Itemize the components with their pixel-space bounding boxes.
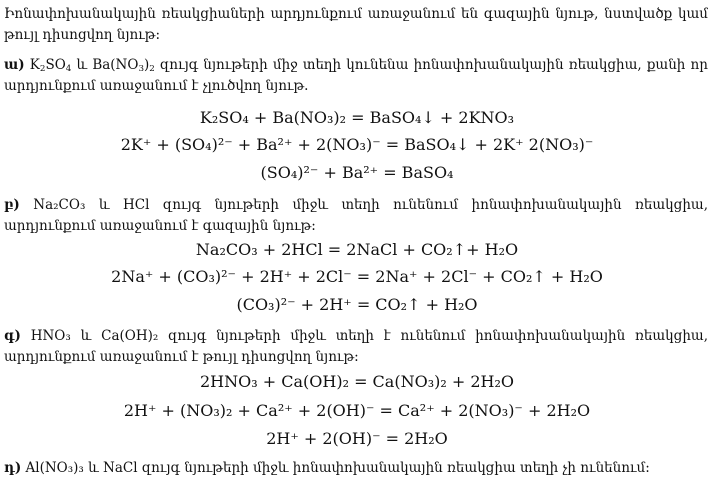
- section-c-equation-2: 2H⁺ + (NO₃)₂ + Ca²⁺ + 2(OH)⁻ = Ca²⁺ + 2(NO₃)⁻ + 2H₂O: [123, 401, 591, 420]
- section-a-equation-2: 2K⁺ + (SO₄)²⁻ + Ba²⁺ + 2(NO₃)⁻ = BaSO₄↓ + 2K⁺ 2(NO₃)⁻: [120, 135, 594, 154]
- section-a-paragraph: [4, 55, 708, 97]
- section-c-equation-3: 2H⁺ + 2(OH)⁻ = 2H₂O: [266, 429, 448, 448]
- section-b-text: Na₂CO₃ և HCl զույգ նյութերի միջև տեղի ունենում իոնափոխանակային ռեակցիա, արդյունքում առաջանում է գազային նյութ:: [4, 197, 708, 234]
- section-b-marker: բ): [4, 197, 20, 213]
- section-c-paragraph: [4, 326, 708, 368]
- section-c-marker: գ): [4, 328, 21, 344]
- section-a-equation-3: (SO₄)²⁻ + Ba²⁺ = BaSO₄: [260, 163, 454, 182]
- section-a-text: $K_2SO_4$ և $Ba(NO_3)_2$ զույգ նյութերի միջ տեղի կունենա իոնափոխանակային ռեակցիա, քանի որ արդյունքում առաջանում է չլուծվող նյութ.: [4, 57, 708, 94]
- section-d-paragraph: [4, 458, 708, 479]
- section-b-paragraph: [4, 195, 708, 237]
- intro-paragraph: Իոնափոխանակային ռեակցիաների արդյունքում առաջանում են գազային նյութ, նստվածք կամ թույլ դիսոցվող նյութ:: [4, 6, 708, 43]
- section-b-equation-2: 2Na⁺ + (CO₃)²⁻ + 2H⁺ + 2Cl⁻ = 2Na⁺ + 2Cl⁻ + CO₂↑ + H₂O: [111, 267, 603, 286]
- section-d-text: Al(NO₃)₃ և NaCl զույգ նյութերի միջև իոնափոխանակային ռեակցիա տեղի չի ունենում:: [21, 460, 650, 476]
- section-c-text: HNO₃ և Ca(OH)₂ զույգ նյութերի միջև տեղի է ունենում իոնափոխանակային ռեակցիա, արդյունքում առաջանում է թույլ դիսոցվող նյութ:: [4, 328, 708, 365]
- section-b-equation-1: Na₂CO₃ + 2HCl = 2NaCl + CO₂↑+ H₂O: [195, 240, 519, 259]
- section-c-equation-1: 2HNO₃ + Ca(OH)₂ = Ca(NO₃)₂ + 2H₂O: [199, 372, 515, 391]
- section-d-marker: դ): [4, 460, 22, 476]
- section-b-equation-3: (CO₃)²⁻ + 2H⁺ = CO₂↑ + H₂O: [236, 295, 478, 314]
- section-a-equation-1: K₂SO₄ + Ba(NO₃)₂ = BaSO₄↓ + 2KNO₃: [199, 108, 515, 127]
- section-a-marker: ա): [4, 57, 25, 73]
